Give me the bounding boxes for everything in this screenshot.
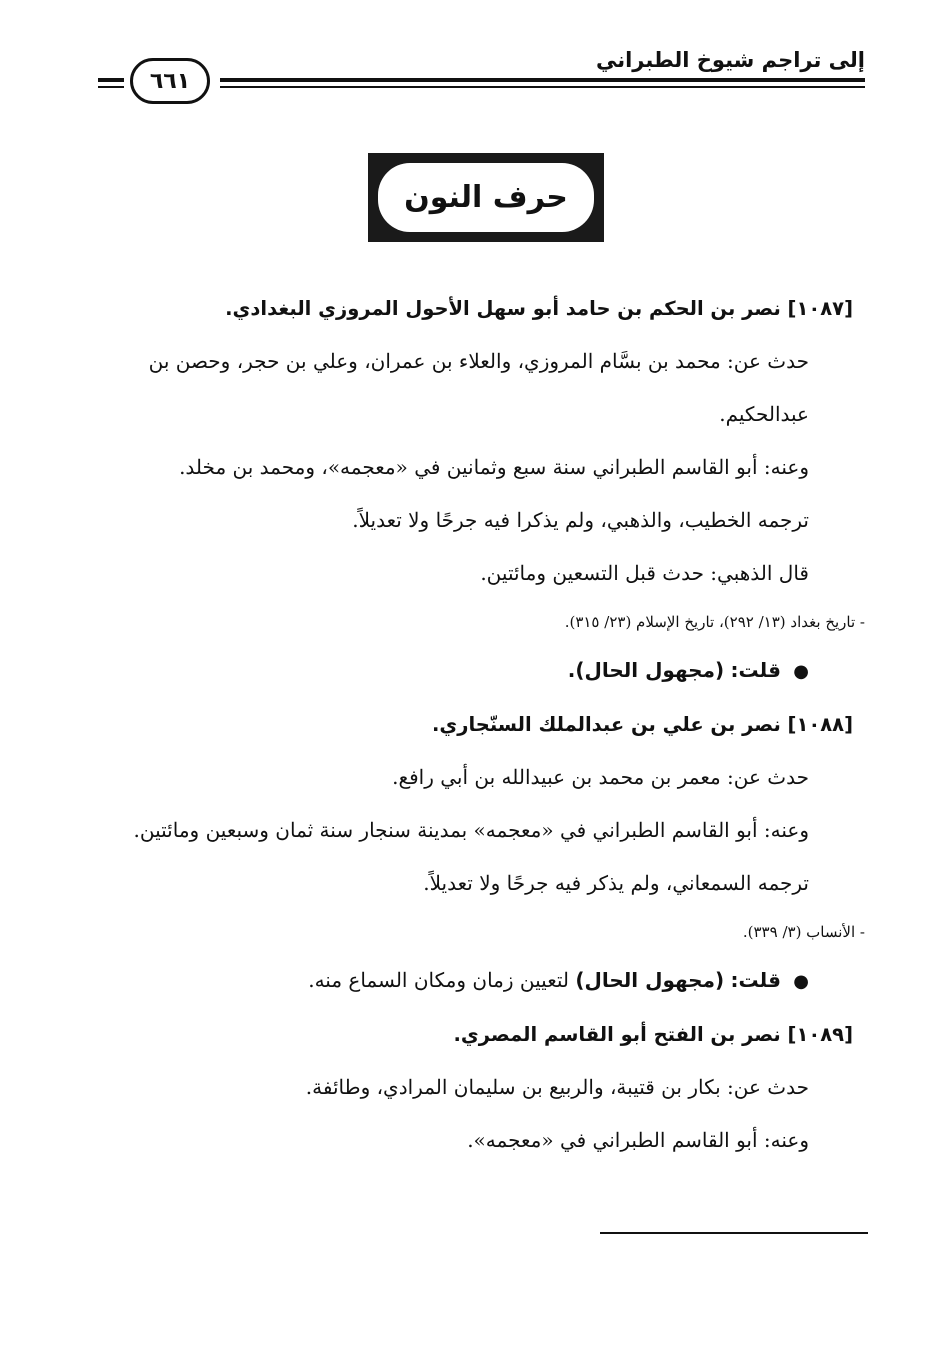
verdict-rest: لتعيين زمان ومكان السماع منه. bbox=[308, 968, 576, 992]
header-rule-left-thin bbox=[98, 86, 124, 88]
footnote-divider bbox=[600, 1232, 868, 1234]
entry-line: حدث عن: معمر بن محمد بن عبيدالله بن أبي رافع. bbox=[392, 765, 809, 789]
source-citation: - الأنساب (٣/ ٣٣٩). bbox=[742, 923, 865, 941]
chapter-title: حرف النون bbox=[378, 163, 594, 232]
entry-line: حدث عن: محمد بن بسَّام المروزي، والعلاء بن عمران، وعلي بن حجر، وحصن بن عبدالحكيم. bbox=[148, 349, 809, 426]
header-rule bbox=[220, 78, 865, 82]
verdict-text: (مجهول الحال). bbox=[567, 658, 725, 682]
entry-heading: [١٠٨٩] نصر بن الفتح أبو القاسم المصري. bbox=[453, 1023, 853, 1046]
verdict-label: قلت: bbox=[730, 658, 781, 682]
entry-heading: [١٠٨٧] نصر بن الحكم بن حامد أبو سهل الأحول المروزي البغدادي. bbox=[225, 297, 853, 320]
source-citation: - تاريخ بغداد (١٣/ ٢٩٢)، تاريخ الإسلام (٢٣/ ٣١٥). bbox=[564, 613, 865, 631]
entry-line: وعنه: أبو القاسم الطبراني في «معجمه» بمدينة سنجار سنة ثمان وسبعين ومائتين. bbox=[133, 818, 809, 842]
page-number: ٦٦١ bbox=[130, 58, 210, 104]
verdict-line bbox=[95, 954, 865, 1008]
bullet-icon: ● bbox=[793, 661, 809, 682]
entry-line: قال الذهبي: حدث قبل التسعين ومائتين. bbox=[480, 561, 809, 585]
bullet-icon: ● bbox=[793, 971, 809, 992]
verdict-label: قلت: bbox=[730, 968, 781, 992]
chapter-banner bbox=[368, 153, 604, 242]
entry-line: وعنه: أبو القاسم الطبراني سنة سبع وثمانين في «معجمه»، ومحمد بن مخلد. bbox=[179, 455, 809, 479]
entry-line: حدث عن: بكار بن قتيبة، والربيع بن سليمان المرادي، وطائفة. bbox=[305, 1075, 809, 1099]
header-rule-left bbox=[98, 78, 124, 82]
entry-line: ترجمه السمعاني، ولم يذكر فيه جرحًا ولا تعديلاً. bbox=[423, 871, 809, 895]
verdict-text: (مجهول الحال) bbox=[575, 968, 725, 992]
header-rule-thin bbox=[220, 86, 865, 88]
page-body bbox=[95, 282, 865, 1167]
running-header bbox=[98, 40, 865, 110]
entry-heading: [١٠٨٨] نصر بن علي بن عبدالملك السنّجاري. bbox=[431, 713, 853, 736]
verdict-line bbox=[95, 644, 865, 698]
book-title: إلى تراجم شيوخ الطبراني bbox=[595, 48, 865, 72]
entry-line: ترجمه الخطيب، والذهبي، ولم يذكرا فيه جرحًا ولا تعديلاً. bbox=[352, 508, 809, 532]
entry-line: وعنه: أبو القاسم الطبراني في «معجمه». bbox=[467, 1128, 809, 1152]
